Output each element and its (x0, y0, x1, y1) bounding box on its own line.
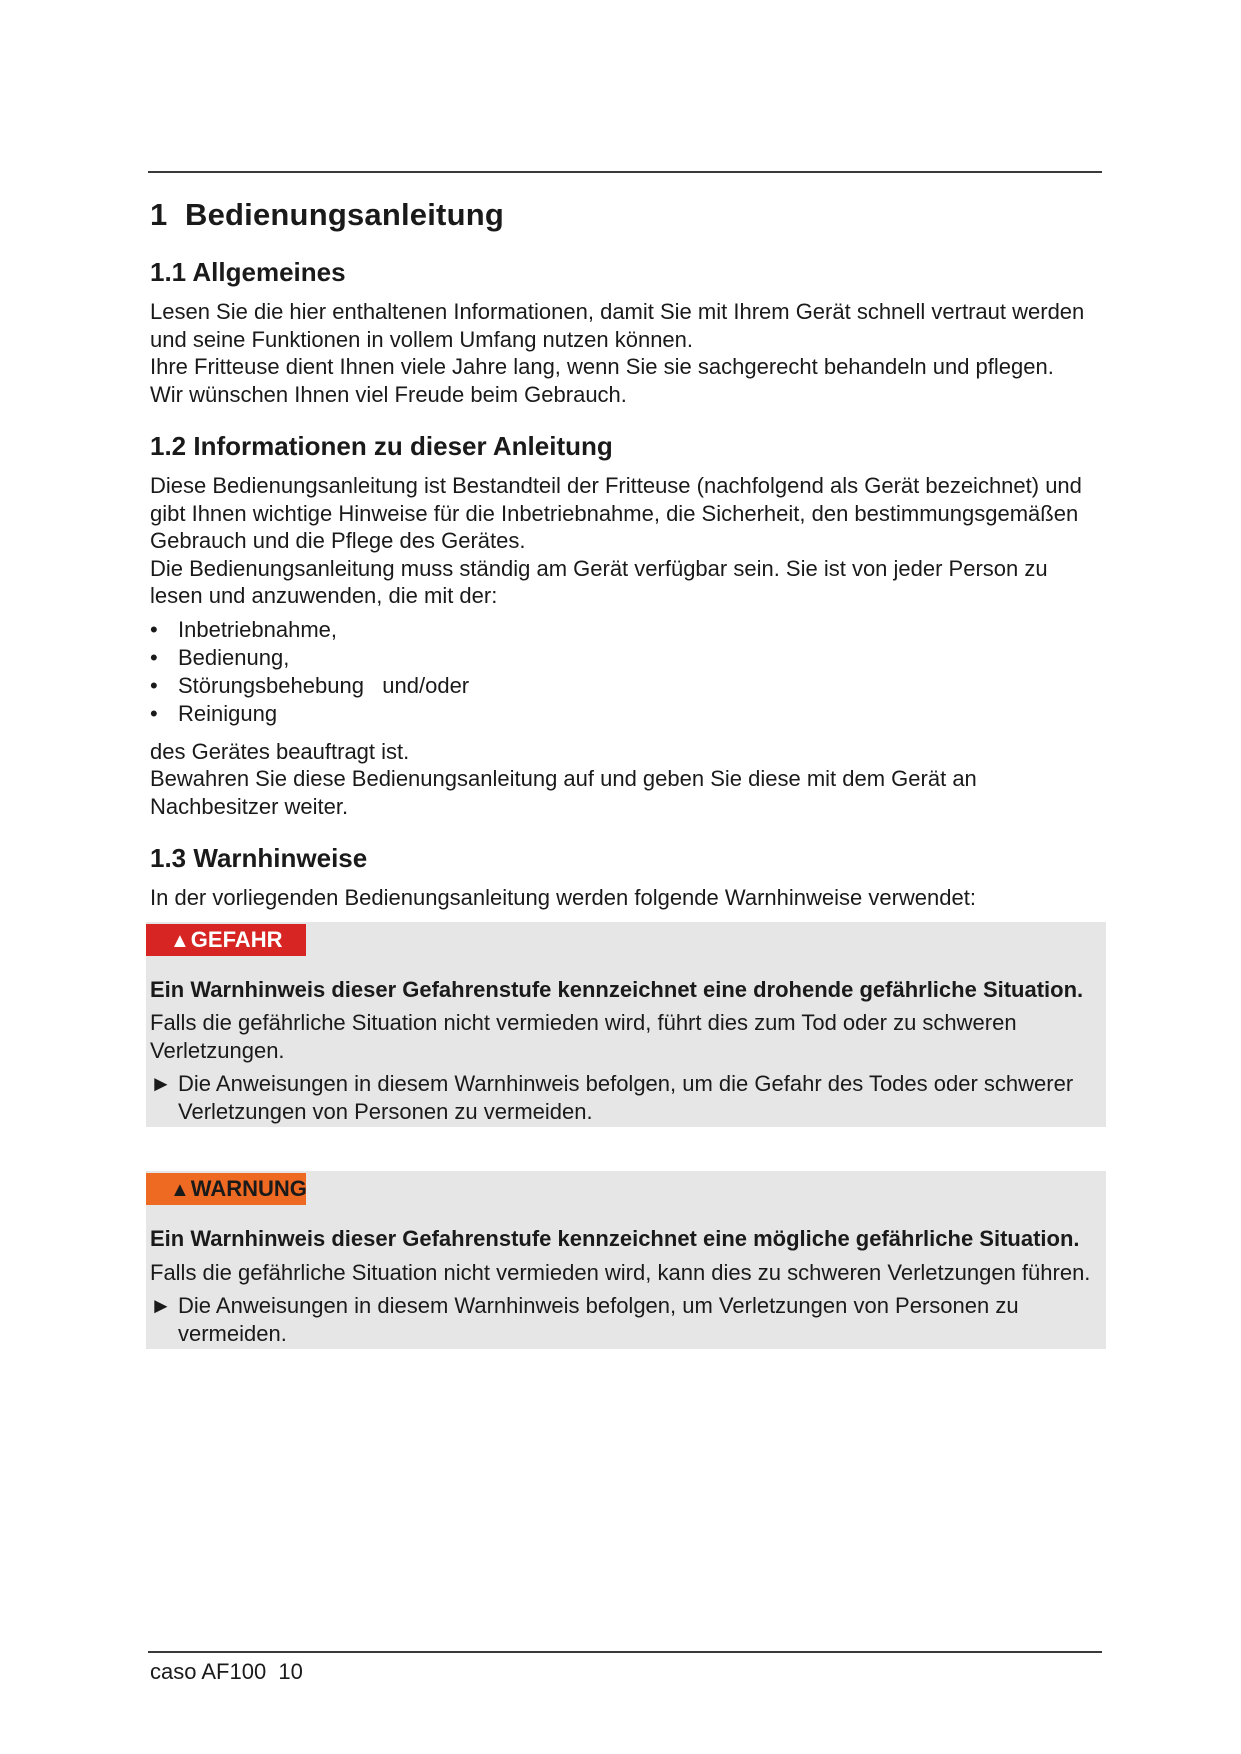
paragraph: In der vorliegenden Bedienungsanleitung werden folgende Warnhinweise verwendet: (150, 885, 976, 910)
warning-action-text: Die Anweisungen in diesem Warnhinweis befolgen, um Verletzungen von Personen zu vermeiden. (178, 1293, 1019, 1346)
paragraph: Ihre Fritteuse dient Ihnen viele Jahre lang, wenn Sie sie sachgerecht behandeln und pflegen. Wir wünschen Ihnen viel Freude beim Gebrauch. (150, 354, 1054, 407)
paragraph: des Gerätes beauftragt ist. (150, 738, 410, 764)
warning-action (150, 1070, 1106, 1125)
list-item: • Bedienung, (150, 644, 1090, 672)
warnung-badge (146, 1173, 306, 1205)
badge-label: WARNUNG (190, 1176, 307, 1201)
warning-triangle-icon: ▲ (170, 929, 190, 952)
paragraph: Lesen Sie die hier enthaltenen Informationen, damit Sie mit Ihrem Gerät schnell vertraut werden und seine Funktionen in vollem Umfang nutzen können. (150, 299, 1085, 352)
section-title-warnhinweise: 1.3 Warnhinweise (150, 843, 368, 873)
gefahr-badge (146, 924, 306, 956)
warning-box-warnung (146, 1171, 1106, 1349)
warning-lead: Ein Warnhinweis dieser Gefahrenstufe kennzeichnet eine mögliche gefährliche Situation. (150, 1226, 1080, 1251)
paragraph: Bewahren Sie diese Bedienungsanleitung auf und geben Sie diese mit dem Gerät an Nachbesitzer weiter. (150, 766, 977, 819)
page-content (150, 196, 1090, 1349)
warning-lead: Ein Warnhinweis dieser Gefahrenstufe kennzeichnet eine drohende gefährliche Situation. (150, 976, 1084, 1002)
paragraph: Diese Bedienungsanleitung ist Bestandteil der Fritteuse (nachfolgend als Gerät bezeichnet) und gibt Ihnen wichtige Hinweise für die Inbetriebnahme, die Sicherheit, den bestimmungsgemäßen Gebrauch und die Pflege des Gerätes. (150, 473, 1082, 553)
arrow-right-icon: ► (150, 1293, 172, 1318)
warning-box-gefahr (146, 922, 1106, 1128)
warning-body: Falls die gefährliche Situation nicht vermieden wird, kann dies zu schweren Verletzungen führen. (150, 1259, 1091, 1285)
list-item: • Reinigung (150, 700, 1090, 728)
warning-triangle-icon: ▲ (170, 1179, 190, 1201)
warning-action-text: Die Anweisungen in diesem Warnhinweis befolgen, um die Gefahr des Todes oder schwerer Verletzungen von Personen zu vermeiden. (178, 1071, 1074, 1124)
arrow-right-icon: ► (150, 1071, 172, 1096)
warning-body: Falls die gefährliche Situation nicht vermieden wird, führt dies zum Tod oder zu schweren Verletzungen. (150, 1010, 1017, 1063)
chapter-title: Bedienungsanleitung (185, 197, 504, 232)
section-title-allgemeines: 1.1 Allgemeines (150, 257, 346, 287)
paragraph: Die Bedienungsanleitung muss ständig am Gerät verfügbar sein. Sie ist von jeder Person zu lesen und anzuwenden, die mit der: (150, 555, 1048, 608)
header-rule (148, 171, 1102, 173)
bullet-list (150, 616, 1090, 728)
page-footer: caso AF100 10 (150, 1659, 303, 1684)
warning-action (150, 1292, 1106, 1347)
badge-label: GEFAHR (190, 926, 283, 952)
chapter-number: 1 (150, 197, 168, 232)
list-item: • Inbetriebnahme, (150, 616, 1090, 644)
list-item: • Störungsbehebung und/oder (150, 672, 1090, 700)
section-title-informationen: 1.2 Informationen zu dieser Anleitung (150, 431, 613, 461)
footer-rule (148, 1651, 1102, 1653)
chapter-heading (150, 196, 1090, 234)
